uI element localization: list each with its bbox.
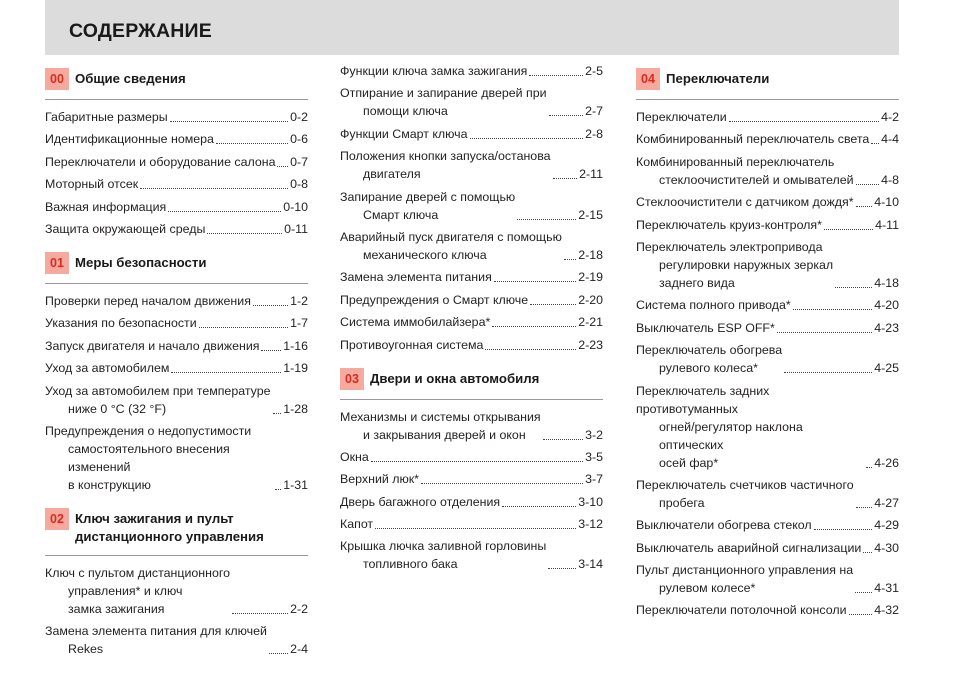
entry-page-number: 2-21 [578, 315, 603, 330]
entry-text-line: заднего вида [659, 275, 735, 290]
dot-leader [530, 304, 576, 305]
entry-page-number: 1-16 [283, 338, 308, 353]
toc-entry[interactable] [45, 198, 308, 216]
entry-text-line: Функции ключа замка зажигания [340, 64, 528, 78]
entry-page-number: 0-7 [290, 154, 308, 169]
entry-text [340, 228, 562, 264]
dot-leader [856, 184, 880, 185]
dot-leader [856, 507, 873, 508]
section-title [75, 68, 186, 88]
entry-text-line: Замена элемента питания для ключей [45, 624, 267, 639]
entry-page-number: 4-32 [874, 603, 899, 618]
toc-column-1 [45, 62, 308, 663]
toc-entry[interactable] [45, 422, 308, 494]
entry-text [45, 622, 267, 658]
entry-text-line: Проверки перед началом движения [45, 293, 251, 308]
dot-leader [492, 326, 576, 327]
entry-text-line: Переключатель задних противотуманных [636, 383, 770, 416]
entry-text-line: Переключатели потолочной консоли [636, 603, 847, 618]
entry-text-line: Уход за автомобилем [45, 361, 170, 376]
entry-text [636, 193, 854, 211]
entry-text-line: Отпирание и запирание дверей при [340, 86, 547, 101]
entry-text [340, 408, 541, 444]
dot-leader [863, 552, 872, 553]
entry-page-number: 4-25 [874, 361, 899, 376]
section-title [75, 508, 264, 546]
dot-leader [171, 372, 281, 373]
entry-text [45, 153, 275, 171]
dot-leader [261, 350, 281, 351]
entry-page-number: 4-18 [874, 275, 899, 290]
entry-text [636, 516, 812, 534]
dot-leader [548, 568, 576, 569]
entry-text [45, 220, 205, 238]
toc-entry[interactable] [340, 291, 603, 309]
toc-entry[interactable] [340, 493, 603, 511]
toc-entry[interactable] [636, 516, 899, 534]
entry-text-line: Запирание дверей с помощью [340, 189, 516, 204]
section-divider [340, 399, 603, 400]
entry-text-line: Пульт дистанционного управления на [636, 563, 854, 578]
section-heading [45, 252, 308, 274]
entry-page-number: 2-23 [578, 337, 603, 352]
dot-leader [232, 613, 288, 614]
section-number-badge: 00 [45, 68, 69, 90]
entry-text-line: Запуск двигателя и начало движения [45, 338, 260, 353]
toc-entry[interactable] [340, 84, 603, 120]
section-title [666, 68, 769, 88]
entry-page-number: 3-10 [578, 494, 603, 509]
entry-text-line: Аварийный пуск двигателя с помощью [340, 229, 562, 244]
entry-text-line: Моторный отсек [45, 177, 139, 192]
section-title-line: Общие сведения [75, 71, 186, 86]
entry-page-number: 2-20 [578, 292, 603, 307]
entry-text-line: в конструкцию [68, 477, 151, 492]
entry-text-line: Смарт ключа [363, 207, 439, 222]
dot-leader [502, 506, 576, 507]
entry-text [636, 561, 853, 597]
toc-entry[interactable] [340, 313, 603, 331]
toc-section [636, 68, 899, 619]
entry-page-number: 0-10 [283, 199, 308, 214]
toc-entry[interactable] [636, 153, 899, 189]
entry-text-line: и закрывания дверей и окон [363, 427, 526, 442]
entry-page-number: 3-7 [585, 472, 603, 487]
entry-text-line: Функции Смарт ключа [340, 126, 468, 141]
entry-text [636, 130, 869, 148]
toc-entry[interactable] [45, 292, 308, 310]
toc-entry[interactable] [340, 62, 603, 80]
entry-text-line: Замена элемента питания [340, 270, 492, 285]
entry-page-number: 4-20 [874, 298, 899, 313]
entry-text-line: Комбинированный переключатель света [636, 132, 870, 147]
dot-leader [277, 166, 288, 167]
toc-entry[interactable] [45, 314, 308, 332]
toc-entry[interactable] [45, 220, 308, 238]
dot-leader [777, 332, 872, 333]
toc-entry[interactable] [45, 153, 308, 171]
entry-text-line: Комбинированный переключатель [636, 154, 835, 169]
dot-leader [849, 614, 873, 615]
entry-text [45, 359, 169, 377]
entry-page-number: 1-28 [283, 401, 308, 416]
section-heading [636, 68, 899, 90]
entry-text [340, 470, 419, 488]
dot-leader [140, 188, 288, 189]
toc-entry[interactable] [45, 622, 308, 658]
section-number-badge: 03 [340, 368, 364, 390]
entry-text [636, 319, 775, 337]
entry-text [340, 62, 527, 80]
dot-leader [517, 219, 576, 220]
entry-text-line: Предупреждения о недопустимости [45, 423, 252, 438]
dot-leader [199, 327, 288, 328]
toc-entry[interactable] [636, 382, 899, 472]
section-heading [340, 368, 603, 390]
entry-text-line: Переключатель счетчиков частичного [636, 477, 854, 492]
entry-page-number: 2-2 [290, 601, 308, 616]
dot-leader [564, 259, 576, 260]
entry-text-line: Важная информация [45, 199, 167, 214]
toc-entry[interactable] [636, 193, 899, 211]
entry-text [340, 537, 546, 573]
entry-text-line: управления* и ключ [68, 583, 183, 598]
entry-text-line: регулировки наружных зеркал [659, 257, 834, 272]
entry-text [340, 493, 500, 511]
entry-text-line: Капот [340, 517, 374, 532]
section-heading [45, 508, 308, 546]
toc-entry[interactable] [340, 147, 603, 183]
entry-text [45, 337, 259, 355]
entry-page-number: 4-10 [874, 195, 899, 210]
toc-entry[interactable] [340, 537, 603, 573]
entry-text-line: Указания по безопасности [45, 316, 197, 331]
entry-page-number: 2-4 [290, 642, 308, 657]
section-title [75, 252, 206, 272]
toc-entry[interactable] [340, 125, 603, 143]
toc-entry[interactable] [45, 382, 308, 418]
dot-leader [207, 233, 282, 234]
toc-entry[interactable] [340, 268, 603, 286]
toc-entry[interactable] [45, 564, 308, 618]
entry-page-number: 4-26 [874, 455, 899, 470]
entry-text-line: топливного бака [363, 557, 458, 572]
entry-text-line: Переключатель обогрева [636, 343, 783, 358]
entry-text [45, 564, 230, 618]
toc-entry[interactable] [45, 175, 308, 193]
entry-page-number: 2-15 [578, 207, 603, 222]
dot-leader [871, 143, 879, 144]
entry-text-line: Стеклоочистители с датчиком дождя* [636, 195, 854, 210]
section-divider [45, 99, 308, 100]
dot-leader [216, 143, 288, 144]
dot-leader [375, 528, 576, 529]
entry-text-line: механического ключа [363, 247, 487, 262]
toc-column-2 [340, 62, 603, 578]
entry-page-number: 1-2 [290, 293, 308, 308]
entry-page-number: 2-5 [585, 64, 603, 78]
entry-text-line: Противоугонная система [340, 337, 484, 352]
section-title [370, 368, 539, 388]
entry-text-line: Система полного привода* [636, 298, 791, 313]
entry-text-line: рулевом колесе* [659, 581, 756, 596]
entry-text-line: огней/регулятор наклона оптических [659, 419, 803, 452]
entry-page-number: 4-30 [874, 540, 899, 555]
page-title: СОДЕРЖАНИЕ [69, 20, 212, 42]
dot-leader [275, 489, 281, 490]
entry-page-number: 3-5 [585, 449, 603, 464]
entry-text-line: Выключатель ESP OFF* [636, 320, 775, 335]
toc-entry[interactable] [340, 336, 603, 354]
entry-text [636, 476, 854, 512]
entry-text [340, 125, 468, 143]
dot-leader [835, 287, 872, 288]
entry-text-line: осей фар* [659, 455, 719, 470]
entry-text [340, 515, 373, 533]
entry-text [340, 147, 551, 183]
toc-entry[interactable] [636, 319, 899, 337]
entry-page-number: 4-27 [874, 495, 899, 510]
toc-entry[interactable] [340, 408, 603, 444]
entry-text-line: Механизмы и системы открывания [340, 409, 541, 424]
entry-page-number: 4-8 [881, 172, 899, 187]
entry-text-line: ниже 0 °C (32 °F) [68, 401, 167, 416]
entry-text [636, 153, 854, 189]
section-title-line: Переключатели [666, 71, 770, 86]
entry-text-line: Переключатели и оборудование салона [45, 154, 276, 169]
section-heading [45, 68, 308, 90]
dot-leader [269, 653, 288, 654]
entry-text-line: помощи ключа [363, 104, 448, 119]
dot-leader [543, 439, 583, 440]
dot-leader [549, 115, 584, 116]
section-number-badge: 04 [636, 68, 660, 90]
dot-leader [824, 229, 873, 230]
dot-leader [273, 413, 282, 414]
toc-entry[interactable] [636, 476, 899, 512]
section-divider [636, 99, 899, 100]
section-number-badge: 01 [45, 252, 69, 274]
toc-entry[interactable] [340, 448, 603, 466]
entry-page-number: 0-6 [290, 132, 308, 147]
dot-leader [470, 138, 584, 139]
entry-text [340, 188, 515, 224]
entry-text [45, 175, 138, 193]
entry-text [636, 539, 861, 557]
entry-page-number: 4-31 [874, 581, 899, 596]
toc-entry[interactable] [636, 341, 899, 377]
entry-text [45, 314, 197, 332]
entry-text-line: Переключатель круиз-контроля* [636, 217, 822, 232]
toc-entry[interactable] [636, 296, 899, 314]
entry-text-line: Выключатель аварийной сигнализации [636, 540, 862, 555]
entry-text [45, 422, 273, 494]
entry-text [636, 296, 791, 314]
entry-page-number: 0-2 [290, 110, 308, 124]
dot-leader [371, 461, 583, 462]
dot-leader [784, 372, 872, 373]
entry-text [340, 448, 369, 466]
section-divider [45, 555, 308, 556]
entry-text [45, 292, 251, 310]
dot-leader [168, 211, 281, 212]
entry-page-number: 4-23 [874, 320, 899, 335]
entry-text [636, 341, 782, 377]
entry-text [636, 108, 727, 126]
entry-page-number: 4-11 [875, 217, 899, 232]
dot-leader [485, 349, 576, 350]
dot-leader [793, 309, 872, 310]
entry-page-number: 3-12 [578, 517, 603, 532]
toc-entry[interactable] [636, 108, 899, 126]
toc-entry[interactable] [636, 601, 899, 619]
toc-entry[interactable] [45, 130, 308, 148]
entry-text-line: Дверь багажного отделения [340, 494, 501, 509]
entry-text [340, 268, 492, 286]
entry-text-line: Защита окружающей среды [45, 221, 206, 236]
section-divider [45, 283, 308, 284]
entry-text-line: рулевого колеса* [659, 361, 758, 376]
entry-page-number: 1-7 [290, 316, 308, 331]
entry-text-line: Идентификационные номера [45, 132, 214, 147]
dot-leader [553, 178, 578, 179]
dot-leader [855, 592, 872, 593]
entry-page-number: 2-8 [585, 126, 603, 141]
toc-column-3 [636, 62, 899, 624]
toc-entry[interactable] [45, 337, 308, 355]
entry-text-line: пробега [659, 495, 705, 510]
section-title-line: Ключ зажигания и пульт [75, 510, 234, 526]
dot-leader [494, 281, 576, 282]
toc-section [340, 62, 603, 354]
entry-page-number: 0-8 [290, 177, 308, 192]
page-header [45, 0, 899, 55]
entry-text [636, 216, 822, 234]
entry-page-number: 3-14 [578, 557, 603, 572]
entry-page-number: 2-19 [578, 270, 603, 285]
toc-entry[interactable] [340, 188, 603, 224]
entry-text [45, 130, 214, 148]
entry-text [340, 291, 528, 309]
dot-leader [170, 121, 288, 122]
entry-text-line: Положения кнопки запуска/останова [340, 149, 551, 164]
toc-entry[interactable] [636, 539, 899, 557]
dot-leader [814, 529, 873, 530]
entry-text [340, 84, 547, 120]
entry-page-number: 0-11 [284, 221, 308, 236]
section-title-line: дистанционного управления [75, 528, 264, 544]
entry-text-line: Система иммобилайзера* [340, 315, 491, 330]
entry-text-line: самостоятельного внесения изменений [68, 441, 230, 474]
entry-text-line: Верхний люк* [340, 472, 419, 487]
entry-text [45, 198, 166, 216]
entry-text-line: замка зажигания [68, 601, 165, 616]
toc-entry[interactable] [340, 470, 603, 488]
entry-text-line: Переключатель электропривода [636, 239, 823, 254]
dot-leader [856, 206, 873, 207]
entry-text [636, 238, 833, 292]
toc-entry[interactable] [636, 238, 899, 292]
entry-text-line: двигателя [363, 167, 421, 182]
dot-leader [729, 121, 879, 122]
entry-text [636, 382, 864, 472]
entry-page-number: 2-11 [579, 167, 603, 182]
entry-text [636, 601, 847, 619]
entry-text [45, 108, 168, 126]
toc-entry[interactable] [45, 359, 308, 377]
entry-page-number: 4-4 [881, 132, 899, 147]
entry-page-number: 1-31 [283, 477, 308, 492]
dot-leader [253, 305, 288, 306]
entry-page-number: 4-2 [881, 110, 899, 124]
entry-text [45, 382, 271, 418]
toc-entry[interactable] [636, 130, 899, 148]
toc-section [45, 68, 308, 238]
toc-section [340, 368, 603, 574]
toc-entry[interactable] [636, 561, 899, 597]
toc-entry[interactable] [340, 515, 603, 533]
entry-text-line: Предупреждения о Смарт ключе [340, 292, 529, 307]
entry-text-line: Уход за автомобилем при температуре [45, 383, 271, 398]
entry-text-line: Переключатели [636, 110, 727, 124]
toc-section [45, 252, 308, 494]
entry-page-number: 2-18 [578, 247, 603, 262]
dot-leader [529, 75, 583, 76]
entry-text-line: Крышка лючка заливной горловины [340, 539, 547, 554]
entry-page-number: 1-19 [283, 361, 308, 376]
toc-entry[interactable] [45, 108, 308, 126]
entry-text-line: стеклоочистителей и омывателей [659, 172, 854, 187]
entry-text [340, 336, 483, 354]
dot-leader [421, 483, 583, 484]
toc-section [45, 508, 308, 658]
dot-leader [866, 467, 872, 468]
toc-entry[interactable] [340, 228, 603, 264]
entry-text-line: Ключ с пультом дистанционного [45, 565, 230, 580]
entry-page-number: 3-2 [585, 427, 603, 442]
entry-text-line: Выключатели обогрева стекол [636, 518, 812, 533]
toc-entry[interactable] [636, 216, 899, 234]
entry-text-line: Окна [340, 449, 369, 464]
section-title-line: Двери и окна автомобиля [370, 370, 540, 386]
section-number-badge: 02 [45, 508, 69, 530]
section-title-line: Меры безопасности [75, 254, 207, 270]
entry-page-number: 4-29 [874, 518, 899, 533]
entry-page-number: 2-7 [585, 104, 603, 119]
entry-text-line: Габаритные размеры [45, 110, 168, 124]
entry-text [340, 313, 490, 331]
entry-text-line: Rekes [68, 642, 104, 657]
